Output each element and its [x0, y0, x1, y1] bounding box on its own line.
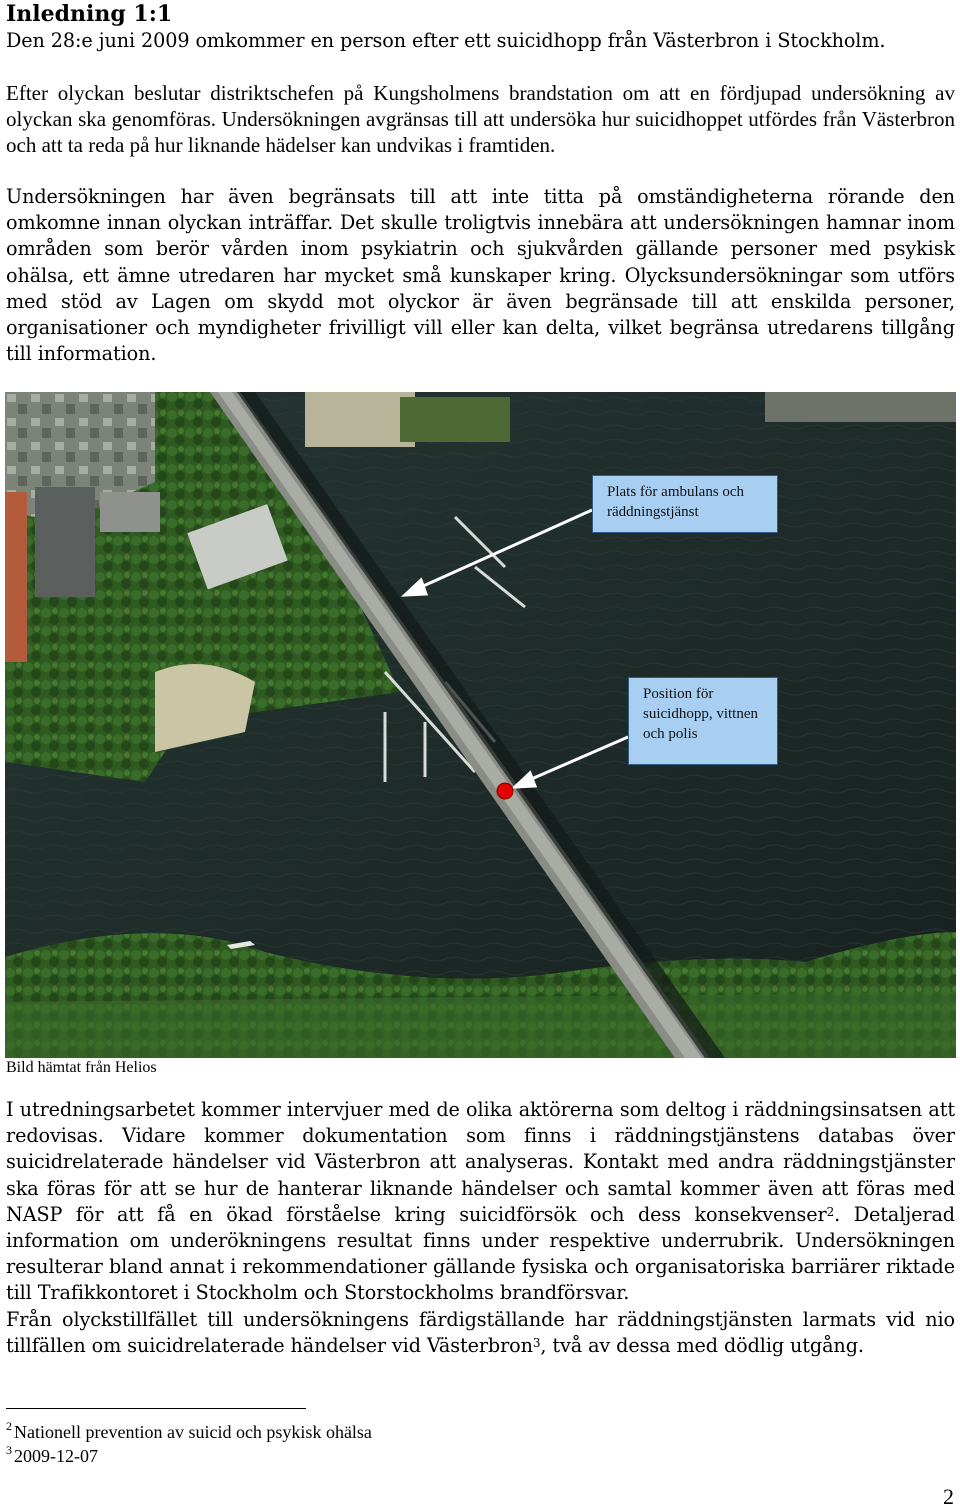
footnote-2	[6, 1421, 372, 1443]
investigation-paragraph	[6, 1097, 955, 1359]
aerial-map-image	[5, 392, 956, 1058]
alarm-count-text: Från olyckstillfället till undersökningens färdigställande har räddningstjänsten larmats vid nio tillfällen om suicidrelaterade händelser vid Västerbron	[6, 1307, 955, 1357]
footnote-divider	[6, 1408, 306, 1409]
intro-sentence-1: Den 28:e juni 2009 omkommer en person efter ett suicidhopp från Västerbron i Stockholm.	[6, 29, 886, 52]
footnote-3	[6, 1445, 98, 1467]
footnote-3-text: 2009-12-07	[14, 1446, 98, 1466]
red-building	[5, 492, 27, 662]
alarm-count-text-end: , två av dessa med dödlig utgång.	[540, 1333, 864, 1357]
image-caption: Bild hämtat från Helios	[6, 1059, 157, 1076]
investigation-text-2: . Detaljerad information om underökningens resultat finns under respektive underrubrik. Undersökningen resulterar bland annat i rekommendationer gällande fysiska och organisatoriska barriärer riktade till Trafikkontoret i Stockholm och Storstockholms brandförsvar.	[6, 1202, 955, 1305]
aerial-photo	[5, 392, 956, 1058]
footnote-3-number: 3	[6, 1443, 12, 1457]
footnote-2-text: Nationell prevention av suicid och psykisk ohälsa	[14, 1422, 372, 1442]
callout-ambulance-location: Plats för ambulans och räddningstjänst	[592, 475, 778, 533]
section-heading: Inledning 1:1	[6, 1, 173, 27]
scope-paragraph: Undersökningen har även begränsats till att inte titta på omständigheterna rörande den omkomne innan olyckan inträffar. Det skulle troligtvis innebära att undersökningen hamnar inom områden som berör vården inom psykiatrin och sjukvården gällande personer med psykisk ohälsa, ett ämne utredaren har mycket små kunskaper kring. Olycksundersökningar som utförs med stöd av Lagen om skydd mot olyckor är även begränsade till att enskilda personer, organisationer och myndigheter frivilligt vill eller kan delta, vilket begränsa utredarens tillgång till information.	[6, 185, 955, 366]
intro-paragraph: Efter olyckan beslutar distriktschefen på Kungsholmens brandstation om att en fördjupad undersökning av olyckan ska genomföras. Undersökningen avgränsas till att undersöka hur suicidhoppet utfördes från Västerbron och att ta reda på hur liknande hädelser kan undvikas i framtiden.	[6, 81, 955, 158]
investigation-text-1: I utredningsarbetet kommer intervjuer med de olika aktörerna som deltog i räddningsinsatsen att redovisas. Vidare kommer dokumentation som finns i räddningstjänstens databas över suicidrelaterade händelser vid Västerbron att analyseras. Kontakt med andra räddningstjänster ska föras för att se hur de hanterar liknande händelser och samtal kommer även att föras med NASP för att få en ökad förståelse kring suicidförsök och dess konsekvenser	[6, 1098, 955, 1226]
footnote-ref-3[interactable]: 3	[532, 1335, 541, 1350]
jump-position-marker	[497, 783, 513, 799]
footnote-2-number: 2	[6, 1419, 12, 1433]
callout-jump-position: Position för suicidhopp, vittnen och polis	[628, 677, 778, 765]
footnote-ref-2[interactable]: 2	[826, 1204, 835, 1219]
page-number: 2	[943, 1484, 954, 1509]
